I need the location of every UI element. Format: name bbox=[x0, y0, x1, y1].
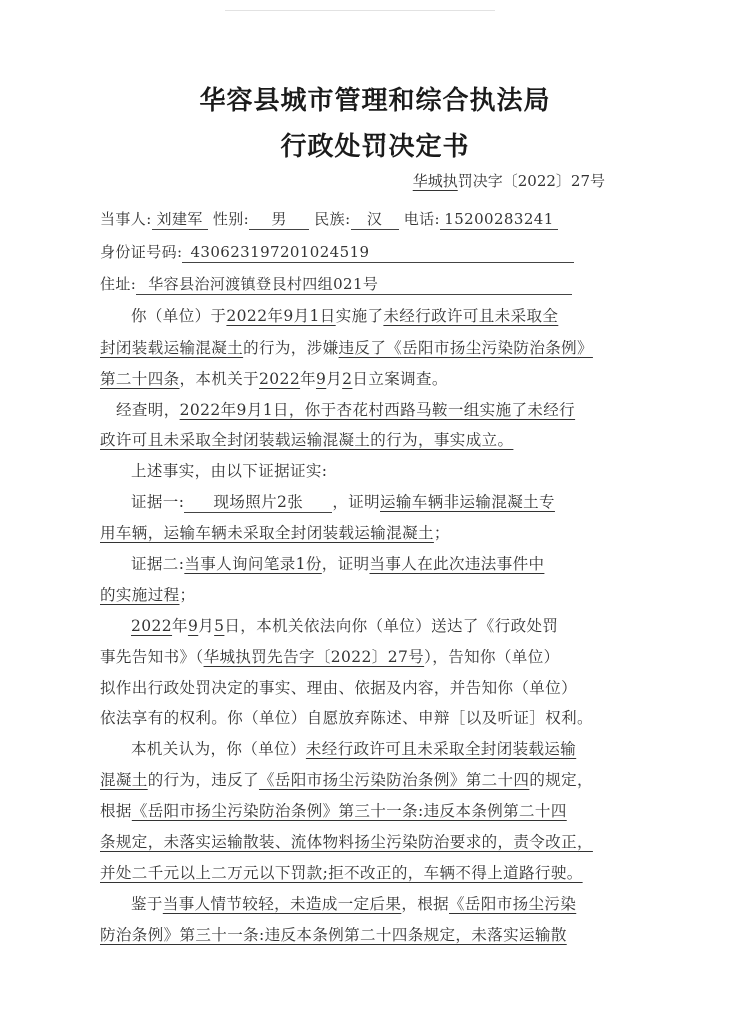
phone-label: 电话: bbox=[403, 210, 440, 228]
text-segment: 2022 bbox=[131, 617, 173, 635]
address-label: 住址: bbox=[100, 275, 137, 293]
body-line-17 bbox=[100, 799, 605, 821]
text-segment: 本机关认为，你（单位） bbox=[131, 740, 306, 758]
party-ethnicity: 汉 bbox=[351, 209, 399, 230]
body-line-2 bbox=[100, 336, 605, 358]
ethnicity-label: 民族: bbox=[314, 210, 351, 228]
text-segment: 条规定，未落实运输散装、流体物料扬尘污染防治要求的，责令改正， bbox=[100, 833, 593, 851]
text-segment: 月 bbox=[198, 617, 215, 635]
text-segment: 未经行政许可且未采取全封闭装载运输 bbox=[305, 740, 577, 758]
body-line-11 bbox=[100, 614, 605, 636]
text-segment: 证据一: bbox=[131, 493, 185, 511]
evidence-2-line-2 bbox=[100, 583, 605, 605]
text-segment: ； bbox=[433, 524, 450, 542]
gender-label: 性别: bbox=[212, 210, 250, 228]
text-segment: 9 bbox=[187, 617, 199, 635]
agency-title: 华容县城市管理和综合执法局 bbox=[199, 86, 551, 116]
address-row bbox=[100, 273, 605, 295]
party-id-number: 430623197201024519 bbox=[182, 242, 574, 263]
body-line-4 bbox=[100, 398, 605, 420]
text-segment: 的行为，违反了 bbox=[147, 771, 260, 789]
body-line-16 bbox=[100, 768, 605, 790]
body-line-6 bbox=[100, 459, 605, 481]
text-segment: 年 bbox=[172, 617, 188, 635]
text-segment: 用车辆，运输车辆未采取全封闭装载运输混凝土 bbox=[100, 524, 434, 542]
text-segment: 防治条例》第三十一条:违反本条例第二十四条规定，未落实运输散 bbox=[100, 926, 567, 944]
text-segment: 上述事实，由以下证据证实: bbox=[131, 462, 328, 480]
text-segment: 《岳阳市扬尘污染防治条例》第二十四 bbox=[259, 771, 530, 789]
text-segment: 2 bbox=[342, 370, 353, 388]
text-segment: 2022年9月1日，你于杏花村西路马鞍一组实施了未经行 bbox=[179, 401, 576, 419]
party-row bbox=[100, 208, 605, 230]
text-segment: 证据二: bbox=[131, 555, 185, 573]
body-line-18 bbox=[100, 830, 605, 852]
text-segment: 根据 bbox=[100, 802, 132, 820]
body-line-1 bbox=[100, 304, 605, 326]
text-segment: ），告知你（单位） bbox=[424, 648, 560, 666]
text-segment: 违反了《岳阳市扬尘污染防治条例》 bbox=[338, 339, 593, 357]
body-line-15 bbox=[100, 737, 605, 759]
document-number bbox=[413, 170, 605, 191]
text-segment: 鉴于 bbox=[131, 895, 163, 913]
body-line-21 bbox=[100, 923, 605, 945]
text-segment: 当事人情节较轻，未造成一定后果 bbox=[162, 895, 402, 913]
text-segment: 政许可且未采取全封闭装载运输混凝土的行为，事实成立。 bbox=[100, 431, 514, 449]
text-segment: 年 bbox=[300, 370, 316, 388]
party-gender: 男 bbox=[249, 209, 309, 230]
body-line-13 bbox=[100, 676, 605, 698]
text-segment: 封闭装载运输混凝土 bbox=[100, 339, 244, 357]
text-segment: 华城执罚先告字〔2022〕27号 bbox=[203, 648, 425, 666]
body-line-14 bbox=[100, 706, 605, 728]
text-segment: 运输车辆非运输混凝土专 bbox=[380, 493, 555, 511]
doc-prefix: 华城执 bbox=[412, 172, 458, 190]
scan-artifact bbox=[225, 0, 495, 11]
body-line-3 bbox=[100, 367, 605, 389]
text-segment: 《岳阳市扬尘污染 bbox=[449, 895, 577, 913]
party-name: 刘建军 bbox=[152, 209, 208, 230]
text-segment: 月 bbox=[326, 370, 343, 388]
text-segment: ，根据 bbox=[401, 895, 450, 913]
text-segment: 日，本机关依法向你（单位）送达了《行政处罚 bbox=[224, 617, 559, 635]
text-segment: 5 bbox=[214, 617, 225, 635]
evidence-1-line-1 bbox=[100, 490, 605, 513]
text-segment: 依法享有的权利。你（单位）自愿放弃陈述、申辩［以及听证］权利。 bbox=[100, 709, 593, 727]
text-segment: 2022年9月1日 bbox=[226, 307, 336, 325]
text-segment: 2022 bbox=[259, 370, 301, 388]
party-phone: 15200283241 bbox=[440, 209, 558, 230]
body-line-5 bbox=[100, 428, 605, 450]
text-segment: 日立案调查。 bbox=[352, 370, 448, 388]
evidence-2-line-1 bbox=[100, 552, 605, 574]
text-segment: ，证明 bbox=[321, 555, 370, 573]
text-segment: 经查明， bbox=[116, 401, 180, 419]
text-segment: 的实施过程 bbox=[100, 586, 180, 604]
text-segment: 事先告知书》（ bbox=[100, 648, 204, 666]
text-segment: ； bbox=[179, 586, 196, 604]
text-segment: 未经行政许可且未采取全 bbox=[383, 307, 559, 325]
text-segment: 当事人询问笔录1份 bbox=[184, 555, 322, 573]
id-label: 身份证号码: bbox=[100, 243, 183, 261]
text-segment: ，本机关于 bbox=[179, 370, 260, 388]
evidence-1-line-2 bbox=[100, 521, 605, 543]
id-row bbox=[100, 241, 605, 263]
text-segment: 9 bbox=[315, 370, 327, 388]
text-segment: 你（单位）于 bbox=[131, 307, 227, 325]
text-segment: 现场照片2张 bbox=[184, 492, 332, 513]
text-segment: 当事人在此次违法事件中 bbox=[369, 555, 545, 573]
text-segment: 《岳阳市扬尘污染防治条例》第三十一条:违反本条例第二十四 bbox=[131, 802, 567, 820]
body-line-19 bbox=[100, 861, 605, 883]
document-title: 行政处罚决定书 bbox=[280, 132, 470, 162]
doc-suffix: 罚决字〔2022〕27号 bbox=[457, 172, 605, 190]
text-segment: 第二十四条 bbox=[100, 370, 180, 388]
text-segment: 实施了 bbox=[335, 307, 384, 325]
text-segment: 并处二千元以上二万元以下罚款;拒不改正的，车辆不得上道路行驶。 bbox=[100, 864, 583, 882]
text-segment: 的行为，涉嫌 bbox=[243, 339, 339, 357]
text-segment: ，证明 bbox=[332, 493, 381, 511]
text-segment: 混凝土 bbox=[100, 771, 148, 789]
name-label: 当事人: bbox=[100, 210, 152, 228]
body-line-12 bbox=[100, 645, 605, 667]
party-address: 华容县治河渡镇登艮村四组021号 bbox=[136, 274, 572, 295]
body-line-20 bbox=[100, 892, 605, 914]
text-segment: 的规定， bbox=[529, 771, 593, 789]
text-segment: 拟作出行政处罚决定的事实、理由、依据及内容，并告知你（单位） bbox=[100, 679, 578, 697]
